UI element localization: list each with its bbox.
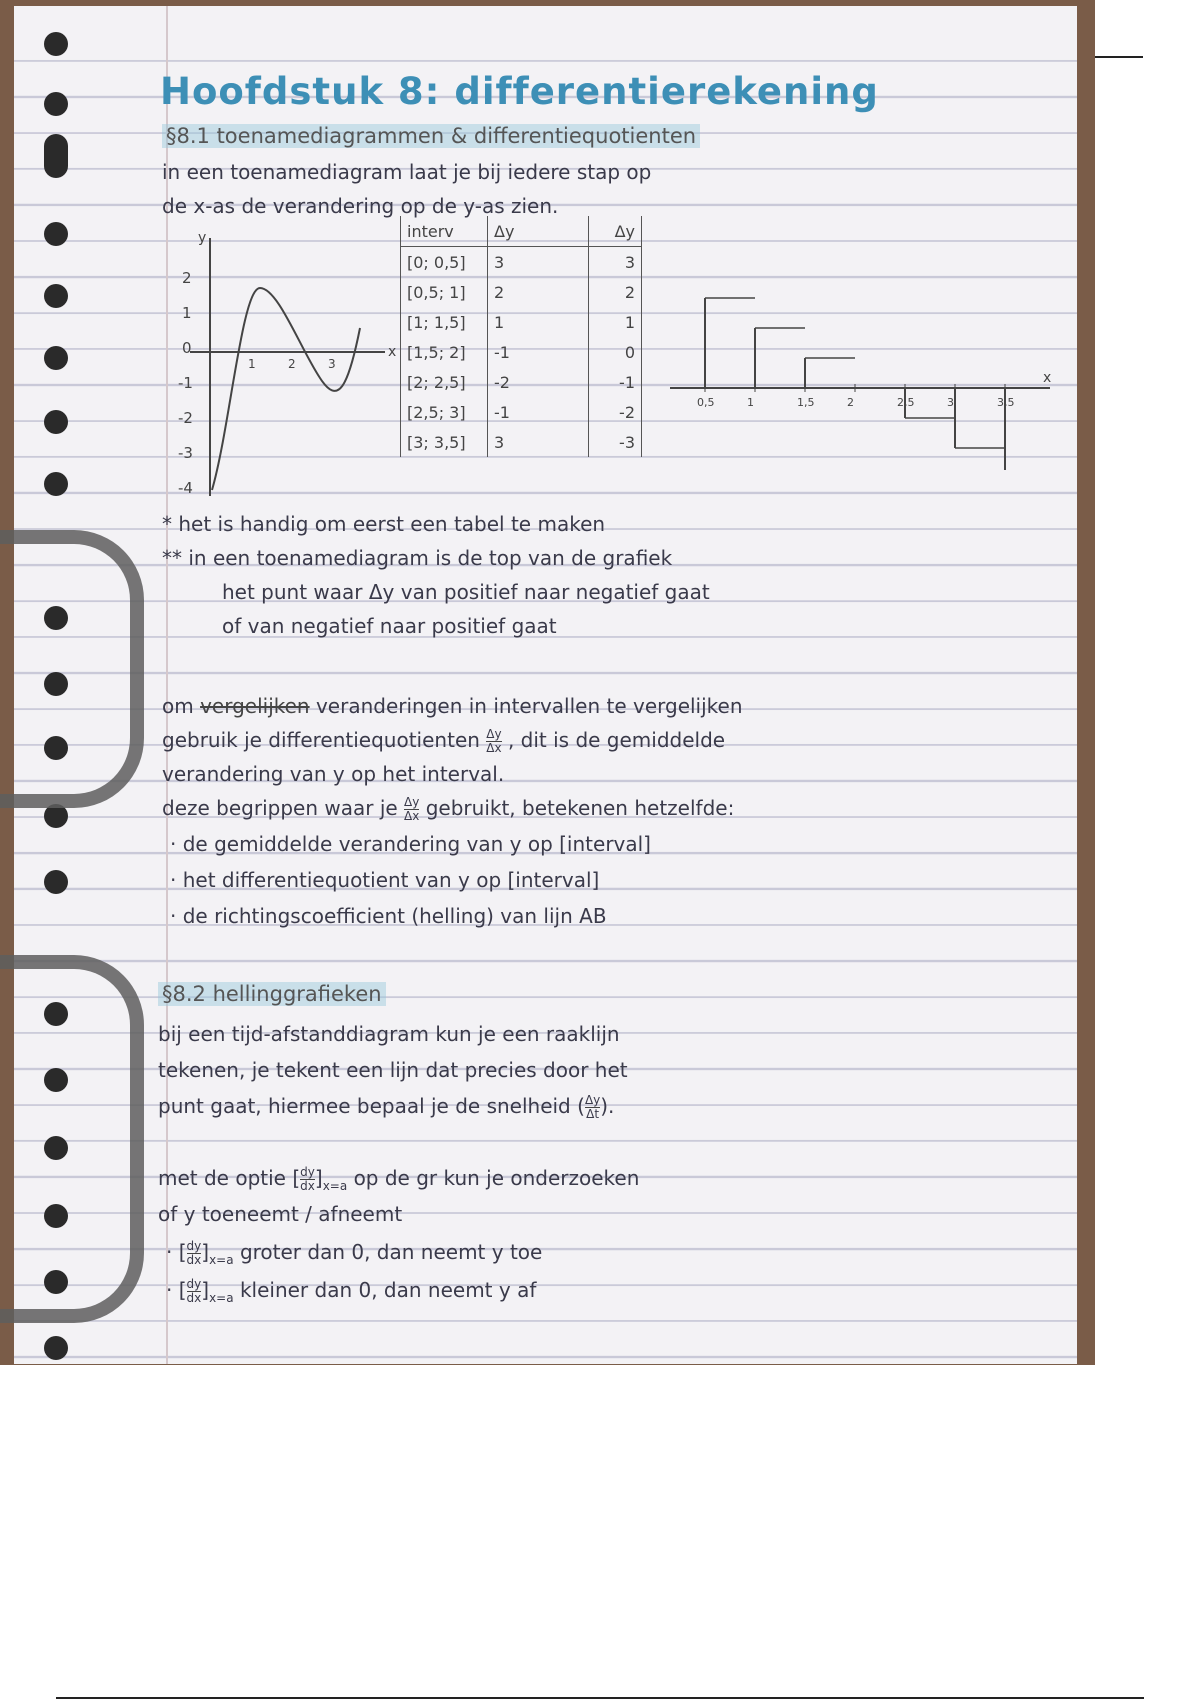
x-axis-label: x xyxy=(388,344,397,360)
y-tick-label: 1 xyxy=(182,304,192,322)
table-row xyxy=(401,337,642,367)
bullet-item: · het differentiequotient van y op [interval] xyxy=(170,868,600,892)
paragraph-line: punt gaat, hiermee bepaal je de snelheid ( $\frac{\Delta y}{\Delta t}$ ). xyxy=(158,1093,615,1121)
table-header-row xyxy=(401,216,642,247)
x-tick-label: 1 xyxy=(248,357,256,371)
table-cell: [0; 0,5] xyxy=(401,247,488,278)
binder-hole xyxy=(44,870,68,894)
function-curve xyxy=(212,288,360,490)
line-word: om xyxy=(162,694,194,718)
binder-hole xyxy=(44,92,68,116)
fraction-numerator: dy xyxy=(186,1277,202,1291)
y-tick-label: -1 xyxy=(178,374,193,392)
note-line: of van negatief naar positief gaat xyxy=(222,614,557,638)
fraction-denominator: Δx xyxy=(486,741,502,755)
note-line: het punt waar Δy van positief naar negatief gaat xyxy=(222,580,710,604)
fraction-denominator: dx xyxy=(186,1291,202,1305)
line-text: met de optie xyxy=(158,1166,286,1190)
paragraph-line: bij een tijd-afstanddiagram kun je een raaklijn xyxy=(158,1022,620,1046)
binder-hole xyxy=(44,222,68,246)
value-table xyxy=(400,216,642,457)
line-rest: veranderingen in intervallen te vergelijken xyxy=(315,694,743,718)
binder-hole xyxy=(44,32,68,56)
table-header: interv xyxy=(401,216,488,247)
x-tick-label: 2 xyxy=(847,396,854,409)
y-tick-label: -4 xyxy=(178,479,193,497)
table-row xyxy=(401,367,642,397)
x-tick-label: 1 xyxy=(747,396,754,409)
bullet-item: · [ $\frac{dy}{dx}$ ]$_{x=a}$ kleiner dan 0, dan neemt y af xyxy=(166,1277,537,1305)
table-row xyxy=(401,427,642,457)
line-text: groter dan 0, dan neemt y toe xyxy=(239,1240,543,1264)
bullet-item: · de richtingscoefficient (helling) van lijn AB xyxy=(170,904,607,928)
section-heading: §8.1 toenamediagrammen & differentiequotienten xyxy=(162,124,700,148)
intro-line: in een toenamediagram laat je bij iedere stap op xyxy=(162,160,652,184)
binder-hole xyxy=(44,134,68,178)
section-heading: §8.2 hellinggrafieken xyxy=(158,982,386,1006)
table-cell: [1; 1,5] xyxy=(401,307,488,337)
table-cell: 2 xyxy=(488,277,589,307)
subscript: x=a xyxy=(209,1291,234,1305)
y-axis-label: y xyxy=(198,230,207,246)
binder-ring xyxy=(0,955,144,1323)
fraction-numerator: dy xyxy=(186,1239,202,1253)
fraction-denominator: dx xyxy=(186,1253,202,1267)
table-row xyxy=(401,277,642,307)
fraction xyxy=(585,1094,600,1121)
fraction-denominator: Δx xyxy=(404,809,420,823)
paragraph-line: tekenen, je tekent een lijn dat precies door het xyxy=(158,1058,628,1082)
x-tick-label: 1,5 xyxy=(797,396,815,409)
note-line: ** in een toenamediagram is de top van de grafiek xyxy=(162,546,673,570)
binder-hole xyxy=(44,410,68,434)
x-tick-label: 2,5 xyxy=(897,396,915,409)
function-graph xyxy=(160,228,400,500)
y-tick-label: 2 xyxy=(182,269,192,287)
fraction xyxy=(486,728,501,755)
fraction xyxy=(404,796,419,823)
bullet-item: · [ $\frac{dy}{dx}$ ]$_{x=a}$ groter dan 0, dan neemt y toe xyxy=(166,1239,543,1267)
x-tick-label: 0,5 xyxy=(697,396,715,409)
table-cell: 3 xyxy=(589,247,642,278)
table-cell: -1 xyxy=(488,337,589,367)
fraction xyxy=(300,1166,315,1193)
note-line: * het is handig om eerst een tabel te maken xyxy=(162,512,606,536)
toenamediagram xyxy=(665,270,1065,470)
y-tick-label: -3 xyxy=(178,444,193,462)
x-axis-label: x xyxy=(1043,370,1052,386)
table-cell: -1 xyxy=(589,367,642,397)
bottom-rule xyxy=(56,1697,1144,1699)
x-tick-label: 3 xyxy=(328,357,336,371)
table-cell: -3 xyxy=(589,427,642,457)
table-cell: [2; 2,5] xyxy=(401,367,488,397)
table-cell: [2,5; 3] xyxy=(401,397,488,427)
table-cell: 3 xyxy=(488,247,589,278)
x-tick-label: 2 xyxy=(288,357,296,371)
table-cell: 3 xyxy=(488,427,589,457)
table-row xyxy=(401,397,642,427)
line-text: gebruik je differentiequotienten xyxy=(162,728,480,752)
paragraph-line: of y toeneemt / afneemt xyxy=(158,1202,403,1226)
table-cell: -1 xyxy=(488,397,589,427)
fraction-denominator: Δt xyxy=(586,1107,600,1121)
table-cell: -2 xyxy=(589,397,642,427)
paragraph-line: met de optie [ $\frac{dy}{dx}$ ]$_{x=a}$ op de gr kun je onderzoeken xyxy=(158,1165,640,1193)
line-text: deze begrippen waar je xyxy=(162,796,398,820)
intro-line: de x-as de verandering op de y-as zien. xyxy=(162,194,559,218)
binder-hole xyxy=(44,346,68,370)
binder-hole xyxy=(44,284,68,308)
paragraph-line xyxy=(162,694,743,718)
line-text: gebruikt, betekenen hetzelfde: xyxy=(425,796,735,820)
paragraph-line xyxy=(162,796,734,823)
fraction xyxy=(187,1278,202,1305)
fraction-numerator: Δy xyxy=(404,795,420,809)
line-text: op de gr kun je onderzoeken xyxy=(353,1166,640,1190)
table-cell: 1 xyxy=(488,307,589,337)
struck-word: vergelijken xyxy=(200,694,310,718)
x-tick-label: 3,5 xyxy=(997,396,1015,409)
table-cell: 1 xyxy=(589,307,642,337)
fraction xyxy=(187,1240,202,1267)
subscript: x=a xyxy=(322,1179,348,1193)
fraction-denominator: dx xyxy=(300,1179,315,1193)
paragraph-line xyxy=(162,728,725,755)
table-cell: 0 xyxy=(589,337,642,367)
binder-hole xyxy=(44,472,68,496)
line-text: kleiner dan 0, dan neemt y af xyxy=(239,1278,537,1302)
bullet-item: · de gemiddelde verandering van y op [interval] xyxy=(170,832,651,856)
table-row xyxy=(401,247,642,278)
fraction-numerator: Δy xyxy=(486,727,502,741)
table-header: Δy xyxy=(589,216,642,247)
binder-ring xyxy=(0,530,144,808)
paragraph-line: verandering van y op het interval. xyxy=(162,762,505,786)
fraction-numerator: dy xyxy=(300,1165,315,1179)
line-text: punt gaat, hiermee bepaal je de snelheid xyxy=(158,1094,571,1118)
table-row xyxy=(401,307,642,337)
table-cell: 2 xyxy=(589,277,642,307)
y-tick-label: -2 xyxy=(178,409,193,427)
table-cell: [1,5; 2] xyxy=(401,337,488,367)
top-rule xyxy=(1095,56,1143,58)
page-title: Hoofdstuk 8: differentierekening xyxy=(160,70,879,113)
fraction-numerator: Δy xyxy=(584,1093,601,1107)
x-tick-label: 3 xyxy=(947,396,954,409)
table-cell: [3; 3,5] xyxy=(401,427,488,457)
line-text: , dit is de gemiddelde xyxy=(507,728,726,752)
table-cell: -2 xyxy=(488,367,589,397)
table-cell: [0,5; 1] xyxy=(401,277,488,307)
table-header: Δy xyxy=(488,216,589,247)
subscript: x=a xyxy=(209,1253,234,1267)
y-tick-label: 0 xyxy=(182,339,192,357)
binder-hole xyxy=(44,1336,68,1360)
